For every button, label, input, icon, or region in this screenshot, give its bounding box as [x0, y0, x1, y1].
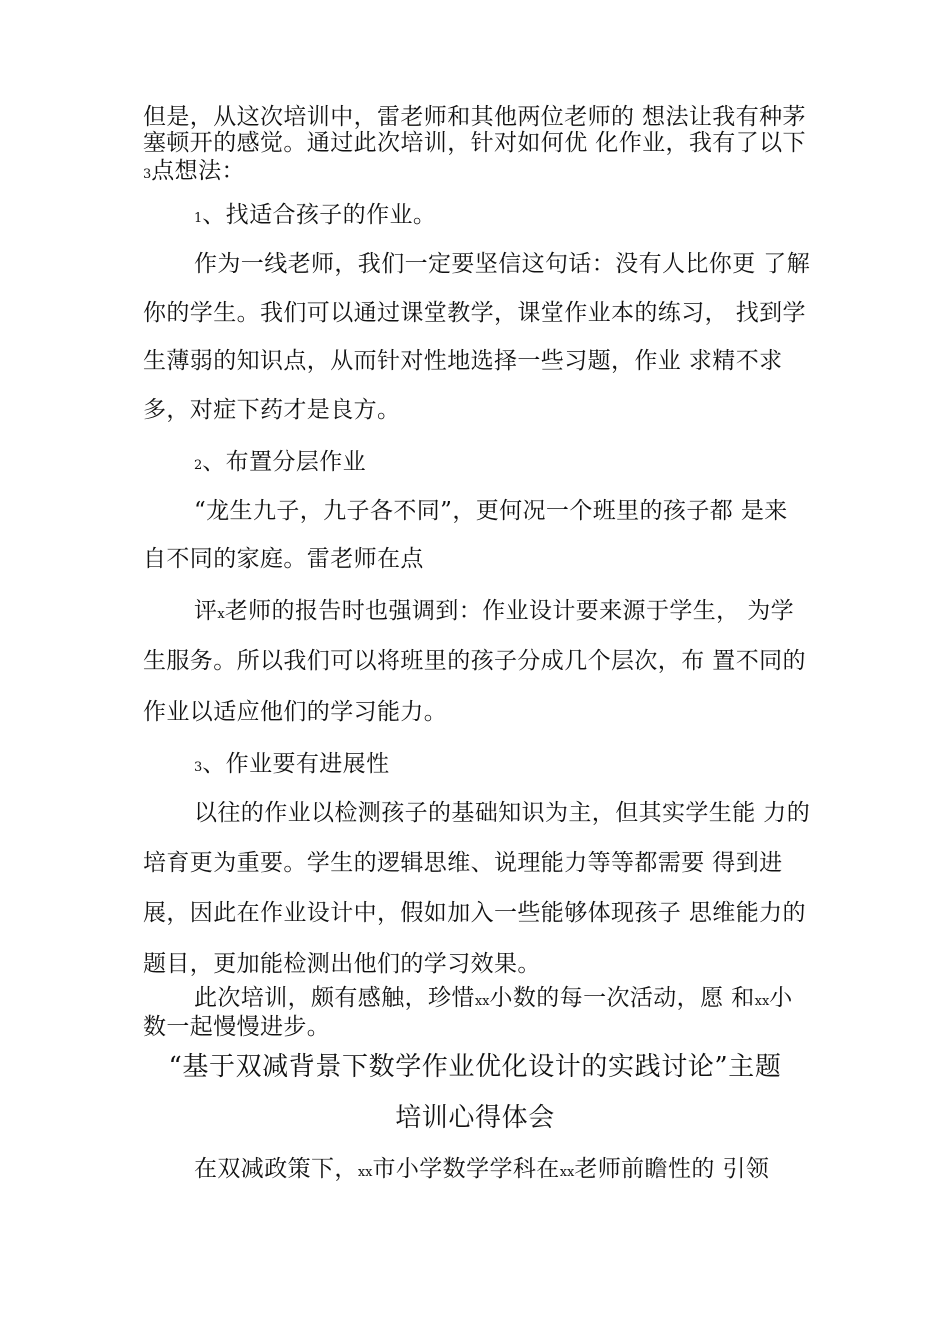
- p2-line-1: “龙生九子，九子各不同”，更何况一个班里的孩子都 是来: [194, 498, 788, 524]
- intro-line-1: 但是，从这次培训中，雷老师和其他两位老师的 想法让我有种茅: [143, 104, 806, 130]
- p1-line-4: 多，对症下药才是良方。: [143, 397, 401, 423]
- p5-placeholder-xx-2: xx: [754, 994, 770, 1009]
- heading-1-text: 、找适合孩子的作业。: [202, 202, 437, 228]
- p5-line-1-end: 小: [769, 985, 793, 1011]
- section-title-line-1: “基于双减背景下数学作业优化设计的实践讨论”主题: [168, 1052, 782, 1082]
- p6-line-1-end: 老师前瞻性的 引领: [574, 1156, 770, 1182]
- p3-placeholder-x: x: [217, 607, 225, 622]
- heading-1: [194, 200, 824, 234]
- p5-line-1-start: 此次培训，颇有感触，珍惜: [194, 985, 475, 1011]
- p4-line-2: 培育更为重要。学生的逻辑思维、说理能力等等都需要 得到进: [143, 850, 783, 876]
- p3-line-1: [194, 596, 824, 630]
- p3-line-1-start: 评: [194, 598, 218, 624]
- p6-line-1-middle: 市小学数学学科在: [372, 1156, 560, 1182]
- p5-line-1-middle: 小数的每一次活动，愿 和: [489, 985, 755, 1011]
- p6-placeholder-xx-2: xx: [559, 1165, 575, 1180]
- heading-3-text: 、作业要有进展性: [202, 751, 390, 777]
- p3-line-3: 作业以适应他们的学习能力。: [143, 699, 448, 725]
- intro-number: 3: [143, 167, 152, 182]
- section-title-line-2: 培训心得体会: [395, 1103, 555, 1133]
- intro-line-3-text: 点想法：: [151, 158, 245, 184]
- heading-2-text: 、布置分层作业: [202, 449, 367, 475]
- p1-line-1: 作为一线老师，我们一定要坚信这句话：没有人比你更 了解: [194, 251, 811, 277]
- heading-2: [194, 447, 824, 481]
- p2-line-2: 自不同的家庭。雷老师在点: [143, 546, 424, 572]
- p1-line-2: 你的学生。我们可以通过课堂教学，课堂作业本的练习， 找到学: [143, 300, 806, 326]
- heading-2-number: 2: [194, 458, 203, 473]
- heading-3-number: 3: [194, 760, 203, 775]
- p4-line-3: 展，因此在作业设计中，假如加入一些能够体现孩子 思维能力的: [143, 900, 806, 926]
- p1-line-3: 生薄弱的知识点，从而针对性地选择一些习题，作业 求精不求: [143, 348, 783, 374]
- intro-line-3: [143, 156, 823, 190]
- heading-3: [194, 749, 824, 783]
- p3-line-1-end: 老师的报告时也强调到：作业设计要来源于学生， 为学: [224, 598, 795, 624]
- p4-line-4: 题目，更加能检测出他们的学习效果。: [143, 951, 541, 977]
- p5-placeholder-xx-1: xx: [474, 994, 490, 1009]
- p6-line-1-start: 在双减政策下，: [194, 1156, 358, 1182]
- p3-line-2: 生服务。所以我们可以将班里的孩子分成几个层次，布 置不同的: [143, 648, 806, 674]
- heading-1-number: 1: [194, 211, 203, 226]
- p4-line-1: 以往的作业以检测孩子的基础知识为主，但其实学生能 力的: [194, 800, 811, 826]
- intro-line-2: 塞顿开的感觉。通过此次培训，针对如何优 化作业，我有了以下: [143, 130, 806, 156]
- p5-line-2: 数一起慢慢进步。: [143, 1014, 331, 1040]
- p6-placeholder-xx-1: xx: [357, 1165, 373, 1180]
- p6-line-1: [194, 1154, 824, 1188]
